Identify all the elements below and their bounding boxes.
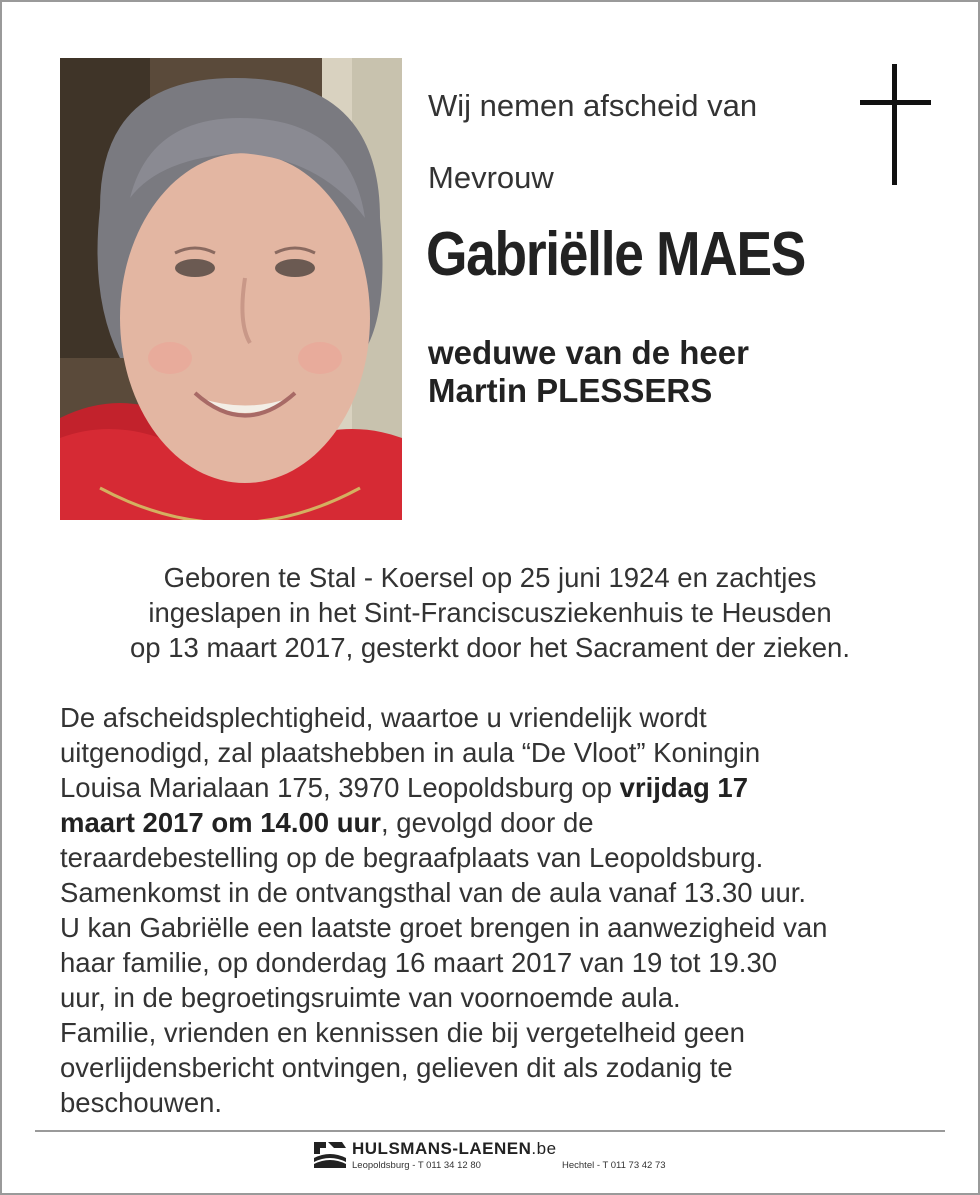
funeral-line <box>60 805 940 840</box>
spouse-line-2: Martin PLESSERS <box>428 372 713 409</box>
funeral-time-bold: maart 2017 om 14.00 uur <box>60 807 382 838</box>
funeral-line: haar familie, op donderdag 16 maart 2017 van 19 tot 19.30 <box>60 947 778 978</box>
brand-tld: .be <box>531 1139 557 1158</box>
funeral-line <box>60 770 940 805</box>
funeral-line: Samenkomst in de ontvangsthal van de aula vanaf 13.30 uur. <box>60 877 807 908</box>
brand-text: HULSMANS-LAENEN <box>352 1139 532 1158</box>
spouse-line-1: weduwe van de heer <box>428 334 749 371</box>
birth-paragraph <box>40 560 940 665</box>
birth-line: op 13 maart 2017, gesterkt door het Sacrament der zieken. <box>130 632 850 663</box>
address-leopoldsburg: Leopoldsburg - T 011 34 12 80 <box>352 1160 481 1171</box>
address-hechtel: Hechtel - T 011 73 42 73 <box>562 1160 666 1171</box>
funeral-paragraph <box>60 700 940 1120</box>
funeral-home-logo-icon <box>312 1138 348 1170</box>
funeral-line: U kan Gabriëlle een laatste groet brengen in aanwezigheid van <box>60 912 828 943</box>
funeral-line: uitgenodigd, zal plaatshebben in aula “De Vloot” Koningin <box>60 737 761 768</box>
cross-icon <box>858 62 934 188</box>
funeral-line: overlijdensbericht ontvingen, gelieven dit als zodanig te <box>60 1052 733 1083</box>
funeral-line: uur, in de begroetingsruimte van voornoemde aula. <box>60 982 681 1013</box>
funeral-date-bold: vrijdag 17 <box>619 772 748 803</box>
spouse-info <box>428 334 749 410</box>
title-text: Mevrouw <box>428 160 554 195</box>
funeral-line: teraardebestelling op de begraafplaats van Leopoldsburg. <box>60 842 764 873</box>
intro-text: Wij nemen afscheid van <box>428 88 758 123</box>
footer-divider <box>35 1130 945 1132</box>
funeral-line: Familie, vrienden en kennissen die bij vergetelheid geen <box>60 1017 745 1048</box>
funeral-line: De afscheidsplechtigheid, waartoe u vriendelijk wordt <box>60 702 707 733</box>
portrait-photo <box>60 58 402 520</box>
birth-line: ingeslapen in het Sint-Franciscusziekenhuis te Heusden <box>148 597 832 628</box>
funeral-text: , gevolgd door de <box>381 807 594 838</box>
deceased-name: Gabriëlle MAES <box>426 220 806 289</box>
birth-line: Geboren te Stal - Koersel op 25 juni 1924 en zachtjes <box>163 562 817 593</box>
funeral-line: beschouwen. <box>60 1087 223 1118</box>
funeral-text: Louisa Marialaan 175, 3970 Leopoldsburg op <box>60 772 620 803</box>
brand-name <box>352 1139 557 1159</box>
